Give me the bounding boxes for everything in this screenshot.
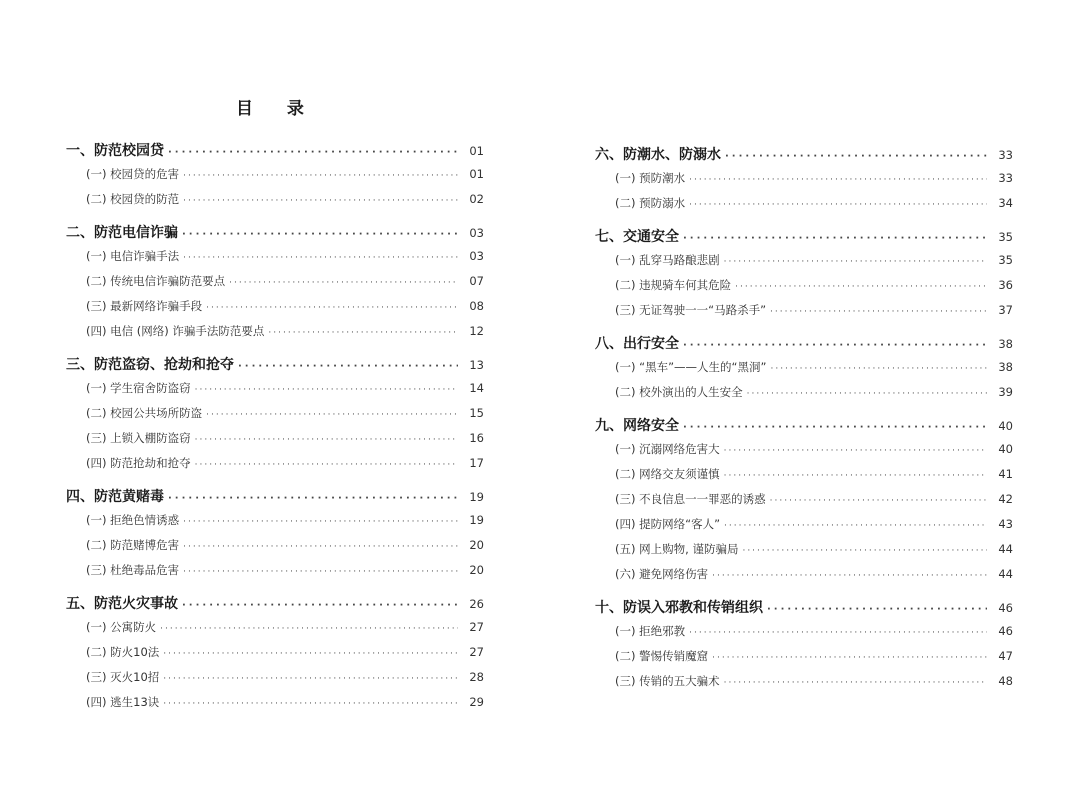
dot-leader [683, 422, 987, 433]
toc-page-number: 01 [469, 167, 484, 181]
toc-entry-label: (二) 预防溺水 [615, 196, 686, 210]
toc-subsection-entry[interactable] [595, 566, 1013, 591]
toc-page-number: 26 [469, 597, 484, 611]
toc-page-number: 38 [998, 360, 1013, 374]
toc-entry-label: (三) 不良信息一一罪恶的诱惑 [615, 492, 766, 506]
toc-entry-label: (四) 电信 (网络) 诈骗手法防范要点 [86, 324, 265, 338]
dot-leader [168, 147, 458, 158]
toc-entry-label: 八、出行安全 [595, 336, 679, 352]
toc-subsection-entry[interactable] [595, 302, 1013, 327]
toc-subsection-entry[interactable] [66, 644, 484, 669]
toc-subsection-entry[interactable] [66, 405, 484, 430]
toc-page-number: 03 [469, 249, 484, 263]
toc-section-entry[interactable] [595, 415, 1013, 441]
toc-left-column [66, 140, 484, 719]
toc-entry-label: (一) “黑车”——人生的“黑洞” [615, 360, 767, 374]
toc-entry-label: (一) 乱穿马路酿悲剧 [615, 253, 720, 267]
toc-subsection-entry[interactable] [66, 455, 484, 480]
toc-subsection-entry[interactable] [66, 248, 484, 273]
toc-subsection-entry[interactable] [595, 541, 1013, 566]
toc-page-number: 08 [469, 299, 484, 313]
toc-subsection-entry[interactable] [66, 298, 484, 323]
toc-page-number: 35 [998, 230, 1013, 244]
dot-leader [724, 471, 987, 481]
toc-entry-label: (二) 校园贷的防范 [86, 192, 180, 206]
toc-entry-label: (三) 上锁入棚防盗窃 [86, 431, 191, 445]
toc-page-number: 14 [469, 381, 484, 395]
dot-leader [712, 571, 987, 581]
toc-page-number: 41 [998, 467, 1013, 481]
dot-leader [770, 307, 987, 317]
toc-page-number: 28 [469, 670, 484, 684]
toc-subsection-entry[interactable] [66, 380, 484, 405]
dot-leader [206, 410, 458, 420]
toc-subsection-entry[interactable] [66, 669, 484, 694]
toc-entry-label: 二、防范电信诈骗 [66, 225, 178, 241]
toc-page-number: 27 [469, 620, 484, 634]
dot-leader [712, 653, 987, 663]
toc-page-number: 15 [469, 406, 484, 420]
toc-page-number: 47 [998, 649, 1013, 663]
toc-entry-label: (一) 电信诈骗手法 [86, 249, 180, 263]
dot-leader [689, 628, 987, 638]
toc-entry-label: 六、防潮水、防溺水 [595, 147, 721, 163]
toc-page-number: 19 [469, 513, 484, 527]
toc-page-number: 02 [469, 192, 484, 206]
toc-subsection-entry[interactable] [595, 359, 1013, 384]
dot-leader [725, 151, 987, 162]
toc-section-entry[interactable] [595, 226, 1013, 252]
toc-entry-label: (二) 校外演出的人生安全 [615, 385, 743, 399]
toc-entry-label: (四) 提防网络“客人” [615, 517, 721, 531]
toc-entry-label: 九、网络安全 [595, 418, 679, 434]
toc-subsection-entry[interactable] [595, 170, 1013, 195]
toc-entry-label: 四、防范黄赌毒 [66, 489, 164, 505]
dot-leader [195, 435, 458, 445]
dot-leader [183, 196, 458, 206]
toc-page-number: 33 [998, 148, 1013, 162]
toc-entry-label: (二) 防火10法 [86, 645, 160, 659]
toc-subsection-entry[interactable] [595, 252, 1013, 277]
dot-leader [183, 567, 458, 577]
toc-entry-label: (六) 避免网络伤害 [615, 567, 709, 581]
toc-subsection-entry[interactable] [66, 537, 484, 562]
toc-subsection-entry[interactable] [66, 166, 484, 191]
toc-entry-label: (二) 防范赌博危害 [86, 538, 180, 552]
dot-leader [724, 521, 987, 531]
toc-page-number: 48 [998, 674, 1013, 688]
dot-leader [182, 600, 458, 611]
dot-leader [689, 175, 987, 185]
toc-entry-label: 七、交通安全 [595, 229, 679, 245]
dot-leader [770, 364, 987, 374]
toc-entry-label: 十、防误入邪教和传销组织 [595, 600, 763, 616]
toc-page-number: 29 [469, 695, 484, 709]
dot-leader [229, 278, 458, 288]
toc-page-number: 36 [998, 278, 1013, 292]
dot-leader [767, 604, 987, 615]
toc-entry-label: (一) 拒绝邪教 [615, 624, 686, 638]
dot-leader [268, 328, 458, 338]
dot-leader [163, 649, 458, 659]
toc-subsection-entry[interactable] [595, 673, 1013, 698]
toc-entry-label: (一) 校园贷的危害 [86, 167, 180, 181]
toc-page-number: 46 [998, 624, 1013, 638]
dot-leader [183, 253, 458, 263]
toc-section-entry[interactable] [595, 597, 1013, 623]
dot-leader [683, 340, 987, 351]
toc-subsection-entry[interactable] [595, 491, 1013, 516]
toc-subsection-entry[interactable] [595, 277, 1013, 302]
toc-page-number: 33 [998, 171, 1013, 185]
toc-subsection-entry[interactable] [595, 441, 1013, 466]
toc-entry-label: (二) 校园公共场所防盗 [86, 406, 203, 420]
toc-page-number: 37 [998, 303, 1013, 317]
dot-leader [238, 361, 458, 372]
dot-leader [724, 678, 987, 688]
toc-subsection-entry[interactable] [66, 273, 484, 298]
dot-leader [163, 699, 458, 709]
toc-entry-label: (四) 逃生13诀 [86, 695, 160, 709]
toc-subsection-entry[interactable] [595, 384, 1013, 409]
dot-leader [206, 303, 458, 313]
toc-section-entry[interactable] [66, 486, 484, 512]
toc-entry-label: (一) 学生宿舍防盗窃 [86, 381, 191, 395]
dot-leader [683, 233, 987, 244]
toc-subsection-entry[interactable] [66, 562, 484, 587]
toc-page-number: 34 [998, 196, 1013, 210]
dot-leader [183, 517, 458, 527]
toc-page-number: 12 [469, 324, 484, 338]
toc-section-entry[interactable] [595, 333, 1013, 359]
dot-leader [168, 493, 458, 504]
toc-page-number: 44 [998, 567, 1013, 581]
dot-leader [163, 674, 458, 684]
toc-subsection-entry[interactable] [66, 430, 484, 455]
toc-page-number: 43 [998, 517, 1013, 531]
toc-section-entry[interactable] [66, 222, 484, 248]
toc-page-number: 42 [998, 492, 1013, 506]
toc-entry-label: (二) 警惕传销魔窟 [615, 649, 709, 663]
toc-subsection-entry[interactable] [595, 466, 1013, 491]
toc-entry-label: (二) 传统电信诈骗防范要点 [86, 274, 226, 288]
toc-entry-label: (五) 网上购物, 谨防骗局 [615, 542, 739, 556]
toc-entry-label: (三) 传销的五大骗术 [615, 674, 720, 688]
toc-section-entry[interactable] [66, 140, 484, 166]
toc-entry-label: (三) 最新网络诈骗手段 [86, 299, 203, 313]
toc-page-number: 44 [998, 542, 1013, 556]
toc-subsection-entry[interactable] [66, 512, 484, 537]
dot-leader [724, 446, 987, 456]
toc-page-number: 13 [469, 358, 484, 372]
toc-entry-label: (二) 违规骑车何其危险 [615, 278, 732, 292]
toc-entry-label: (四) 防范抢劫和抢夺 [86, 456, 191, 470]
toc-entry-label: (三) 灭火10招 [86, 670, 160, 684]
toc-page-number: 39 [998, 385, 1013, 399]
toc-page-number: 27 [469, 645, 484, 659]
toc-entry-label: (一) 拒绝色情诱惑 [86, 513, 180, 527]
toc-entry-label: (二) 网络交友须谨慎 [615, 467, 720, 481]
dot-leader [182, 229, 458, 240]
toc-right-column [595, 144, 1013, 698]
toc-section-entry[interactable] [595, 144, 1013, 170]
toc-page-number: 03 [469, 226, 484, 240]
toc-subsection-entry[interactable] [66, 323, 484, 348]
toc-subsection-entry[interactable] [595, 623, 1013, 648]
toc-subsection-entry[interactable] [66, 191, 484, 216]
toc-entry-label: (一) 公寓防火 [86, 620, 157, 634]
dot-leader [183, 542, 458, 552]
dot-leader [724, 257, 987, 267]
toc-page-number: 20 [469, 563, 484, 577]
toc-page-number: 40 [998, 419, 1013, 433]
dot-leader [183, 171, 458, 181]
dot-leader [195, 460, 458, 470]
toc-entry-label: (三) 杜绝毒品危害 [86, 563, 180, 577]
toc-page-number: 38 [998, 337, 1013, 351]
toc-entry-label: (三) 无证驾驶一一“马路杀手” [615, 303, 767, 317]
dot-leader [742, 546, 987, 556]
toc-page-number: 16 [469, 431, 484, 445]
toc-subsection-entry[interactable] [66, 694, 484, 719]
dot-leader [747, 389, 987, 399]
toc-page-number: 46 [998, 601, 1013, 615]
toc-entry-label: 一、防范校园贷 [66, 143, 164, 159]
dot-leader [160, 624, 458, 634]
toc-section-entry[interactable] [66, 354, 484, 380]
toc-entry-label: (一) 预防潮水 [615, 171, 686, 185]
toc-subsection-entry[interactable] [66, 619, 484, 644]
toc-page-number: 19 [469, 490, 484, 504]
toc-subsection-entry[interactable] [595, 516, 1013, 541]
toc-section-entry[interactable] [66, 593, 484, 619]
toc-page-number: 40 [998, 442, 1013, 456]
toc-page-number: 20 [469, 538, 484, 552]
dot-leader [735, 282, 987, 292]
toc-page-number: 17 [469, 456, 484, 470]
toc-page-number: 07 [469, 274, 484, 288]
toc-entry-label: 五、防范火灾事故 [66, 596, 178, 612]
toc-subsection-entry[interactable] [595, 195, 1013, 220]
toc-page-number: 35 [998, 253, 1013, 267]
toc-entry-label: (一) 沉溺网络危害大 [615, 442, 720, 456]
dot-leader [195, 385, 458, 395]
dot-leader [770, 496, 987, 506]
toc-page-number: 01 [469, 144, 484, 158]
toc-entry-label: 三、防范盗窃、抢劫和抢夺 [66, 357, 234, 373]
toc-subsection-entry[interactable] [595, 648, 1013, 673]
dot-leader [689, 200, 987, 210]
toc-title: 目 录 [236, 99, 318, 119]
